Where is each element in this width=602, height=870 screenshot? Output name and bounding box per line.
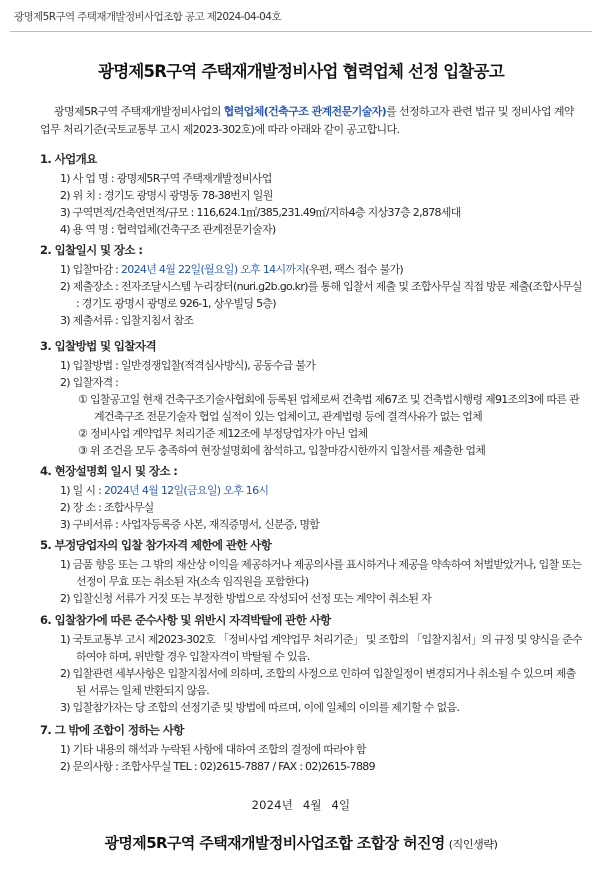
bid-deadline-date: 2024년 4월 22일(월요일) 오후 14시까지 (121, 263, 306, 276)
intro-highlight: 협력업체(건축구조 관계전문기술자) (223, 105, 387, 118)
list-item: 1) 금품 향응 또는 그 밖의 재산상 이익을 제공하거나 제공의사를 표시하거나 제공을 약속하여 처벌받았거나, 입찰 또는 선정이 무효 또는 취소된 자(소속 임직원을 포함한다) (60, 558, 582, 588)
intro-paragraph (40, 103, 580, 139)
sub-list-item: ① 입찰공고일 현재 건축구조기술사협회에 등록된 업체로써 건축법 제67조 및 건축법시행령 제91조의3에 따른 관계건축구조 전문기술자 협업 실적이 있는 업체이고, 관계법령 등에 결격사유가 없는 업체 (78, 393, 580, 423)
list-item: 1) 사 업 명 : 광명제5R구역 주택재개발정비사업 (60, 172, 272, 185)
list-item: 2) 장 소 : 조합사무실 (60, 501, 154, 514)
section-title: 5. 부정당업자의 입찰 참가자격 제한에 관한 사항 (40, 538, 272, 552)
list-item (50, 261, 585, 278)
section-title: 3. 입찰방법 및 입찰자격 (40, 339, 156, 353)
list-item: 1) 입찰방법 : 일반경쟁입찰(적격심사방식), 공동수급 불가 (60, 359, 316, 372)
section-title: 6. 입찰참가에 따른 준수사항 및 위반시 자격박탈에 관한 사항 (40, 613, 331, 627)
list-item: 2) 입찰신청 서류가 거짓 또는 부정한 방법으로 작성되어 선정 또는 계약이 취소된 자 (60, 592, 432, 605)
document-reference: 광명제5R구역 주택재개발정비사업조합 공고 제2024-04-04호 (14, 11, 281, 23)
section-title: 1. 사업개요 (40, 152, 97, 166)
announcement-date: 2024년 4월 4일 (251, 798, 351, 812)
briefing-time-label: 1) 일 시 : (60, 484, 104, 497)
section-site-briefing (40, 463, 585, 533)
intro-rest: 를 선정하고자 관련 법규 및 정비사업 계약업무 처리기준(국토교통부 고시 제2023-302호)에 따라 아래와 같이 공고합니다. (40, 105, 574, 136)
list-item: 3) 구비서류 : 사업자등록증 사본, 재직증명서, 신분증, 명함 (60, 518, 320, 531)
list-item: 2) 입찰관련 세부사항은 입찰지침서에 의하며, 조합의 사정으로 인하여 입찰일정이 변경되거나 취소될 수 있으며 제출된 서류는 일체 반환되지 않음. (60, 667, 576, 697)
list-item: 3) 구역면적/건축연면적/규모 : 116,624.1㎡/385,231.49㎡/지하4층 지상37층 2,878세대 (60, 206, 461, 219)
section-bid-schedule (40, 242, 585, 329)
section-disqualification (40, 537, 585, 607)
list-item: 3) 제출서류 : 입찰지침서 참조 (60, 314, 194, 327)
bid-deadline-label: 1) 입찰마감 : (60, 263, 121, 276)
section-title: 4. 현장설명회 일시 및 장소 : (40, 464, 178, 478)
list-item: 3) 입찰참가자는 당 조합의 선정기준 및 방법에 따르며, 이에 일체의 이의를 제기할 수 없음. (60, 701, 460, 714)
signer-line (0, 832, 602, 853)
list-item (50, 482, 585, 499)
list-item: 2) 제출장소 : 전자조달시스템 누리장터(nuri.g2b.go.kr)를 통해 입찰서 제출 및 조합사무실 직접 방문 제출(조합사무실 : 경기도 광명시 광명로 926-1, 상우빌딩 5층) (60, 280, 582, 310)
section-title: 7. 그 밖에 조합이 정하는 사항 (40, 723, 184, 737)
bid-deadline-note: (우편, 팩스 접수 불가) (305, 263, 404, 276)
announcement-title: 광명제5R구역 주택재개발정비사업 협력업체 선정 입찰공고 (98, 62, 504, 81)
list-item: 4) 용 역 명 : 협력업체(건축구조 관계전문기술자) (60, 223, 276, 236)
section-project-overview (40, 151, 585, 238)
section-title: 2. 입찰일시 및 장소 : (40, 243, 143, 257)
sub-list-item: ③ 위 조건을 모두 충족하여 현장설명회에 참석하고, 입찰마감시한까지 입찰서를 제출한 업체 (78, 444, 486, 457)
briefing-time-value: 2024년 4월 12일(금요일) 오후 16시 (103, 484, 269, 497)
section-other-matters (40, 722, 585, 775)
seal-note: (직인생략) (448, 838, 498, 851)
section-compliance (40, 612, 585, 716)
signer-name: 광명제5R구역 주택재개발정비사업조합 조합장 허진영 (104, 834, 445, 852)
header-divider (10, 31, 592, 32)
sub-list-item: ② 정비사업 계약업무 처리기준 제12조에 부정당업자가 아닌 업체 (78, 427, 368, 440)
list-item: 1) 국토교통부 고시 제2023-302호 「정비사업 계약업무 처리기준」 및 조합의 「입찰지침서」의 규정 및 양식을 준수하여야 하며, 위반할 경우 입찰자격이 박탈될 수 있음. (60, 633, 582, 663)
list-item: 2) 문의사항 : 조합사무실 TEL : 02)2615-7887 / FAX : 02)2615-7889 (60, 760, 375, 773)
section-bid-method (40, 338, 585, 459)
list-item: 2) 위 치 : 경기도 광명시 광명동 78-38번지 일원 (60, 189, 273, 202)
list-item: 2) 입찰자격 : (60, 376, 119, 389)
intro-lead: 광명제5R구역 주택재개발정비사업의 (54, 105, 224, 118)
list-item: 1) 기타 내용의 해석과 누락된 사항에 대하여 조합의 결정에 따라야 함 (60, 743, 366, 756)
